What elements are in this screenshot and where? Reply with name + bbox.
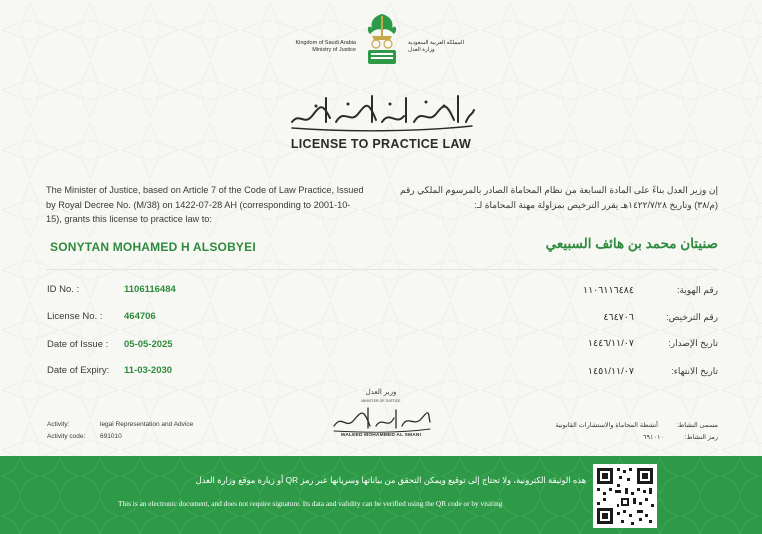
- signature-icon: [330, 404, 432, 434]
- expiry-date-label: Date of Expiry:: [47, 365, 110, 376]
- divider: [46, 269, 718, 270]
- footer-banner: [0, 456, 762, 534]
- id-label: ID No. :: [47, 284, 80, 295]
- saudi-emblem-icon: [360, 10, 404, 68]
- issue-date-label-ar: تاريخ الإصدار:: [668, 338, 718, 348]
- license-title: LICENSE TO PRACTICE LAW: [290, 137, 472, 151]
- footer-notice-ar: هذه الوثيقة الكترونية، ولا تحتاج إلى توقيع ويمكن التحقق من بياناتها وسريانها عبر رمز QR أو زيارة موقع وزارة العدل: [195, 475, 586, 485]
- ministry-name-ar: [408, 40, 498, 54]
- minister-title-en: MINISTER OF JUSTICE: [361, 399, 401, 403]
- issue-date-value-ar: ١٤٤٦/١١/٠٧: [587, 338, 634, 349]
- issue-date-label: Date of Issue :: [47, 339, 109, 350]
- license-label: License No. :: [47, 311, 103, 322]
- expiry-date-label-ar: تاريخ الانتهاء:: [671, 366, 718, 376]
- licensee-name-ar: صنيتان محمد بن هائف السبيعي: [545, 236, 718, 251]
- id-value: 1106116484: [124, 284, 176, 295]
- ministry-name-en: [270, 40, 356, 54]
- intro-text-ar: إن وزير العدل بناءً على المادة السابعة من نظام المحاماة الصادر بالمرسوم الملكي رقم (م/٣٨) وتاريخ ١٤٢٢/٧/٢٨هـ يقرر الترخيص بمزاولة مهنة المحاماة لـ:: [399, 185, 718, 210]
- activity-label-ar: مسمى النشاط:: [676, 422, 718, 429]
- activity-code-value: 691010: [100, 433, 122, 440]
- ministry-en-line1: Kingdom of Saudi Arabia: [295, 40, 356, 46]
- licensee-name-en: SONYTAN MOHAMED H ALSOBYEI: [50, 240, 256, 254]
- id-value-ar: ١١٠٦١١٦٤٨٤: [582, 285, 634, 296]
- license-label-ar: رقم الترخيص:: [666, 312, 718, 322]
- ministry-ar-line2: وزارة العدل: [408, 47, 435, 53]
- activity-label: Activity:: [47, 421, 70, 428]
- intro-text-en: The Minister of Justice, based on Article 7 of the Code of Law Practice, Issued by Royal Decree No. (M/38) on 1422-07-28 AH (corresponding to 2001-10-15), grants this license to practice law to:: [46, 185, 364, 224]
- ministry-ar-line1: المملكة العربية السعودية: [408, 40, 464, 46]
- minister-title-ar: وزير العدل: [365, 389, 397, 396]
- expiry-date-value: 11-03-2030: [124, 365, 173, 376]
- activity-code-label-ar: رمز النشاط:: [684, 434, 718, 441]
- license-value-ar: ٤٦٤٧٠٦: [603, 312, 634, 323]
- ministry-en-line2: Ministry of Justice: [312, 47, 356, 53]
- activity-code-label: Activity code:: [47, 433, 86, 440]
- calligraphy-title-icon: [286, 92, 476, 132]
- qr-code-icon[interactable]: [593, 464, 657, 528]
- activity-value-ar: أنشطة المحاماة والاستشارات القانونية: [555, 422, 658, 429]
- minister-name: WALEED MOHAMMED AL SMANI: [340, 433, 422, 438]
- license-value: 464706: [124, 311, 156, 322]
- activity-code-value-ar: ٦٩١٠١٠: [643, 434, 664, 441]
- expiry-date-value-ar: ١٤٥١/١١/٠٧: [587, 366, 634, 377]
- activity-value: legal Representation and Advice: [100, 421, 194, 428]
- footer-notice-en: This is an electronic document, and does not require signature. Its data and validity can be verified using the QR code or by visiting: [118, 499, 503, 508]
- issue-date-value: 05-05-2025: [124, 339, 173, 350]
- id-label-ar: رقم الهوية:: [676, 285, 718, 295]
